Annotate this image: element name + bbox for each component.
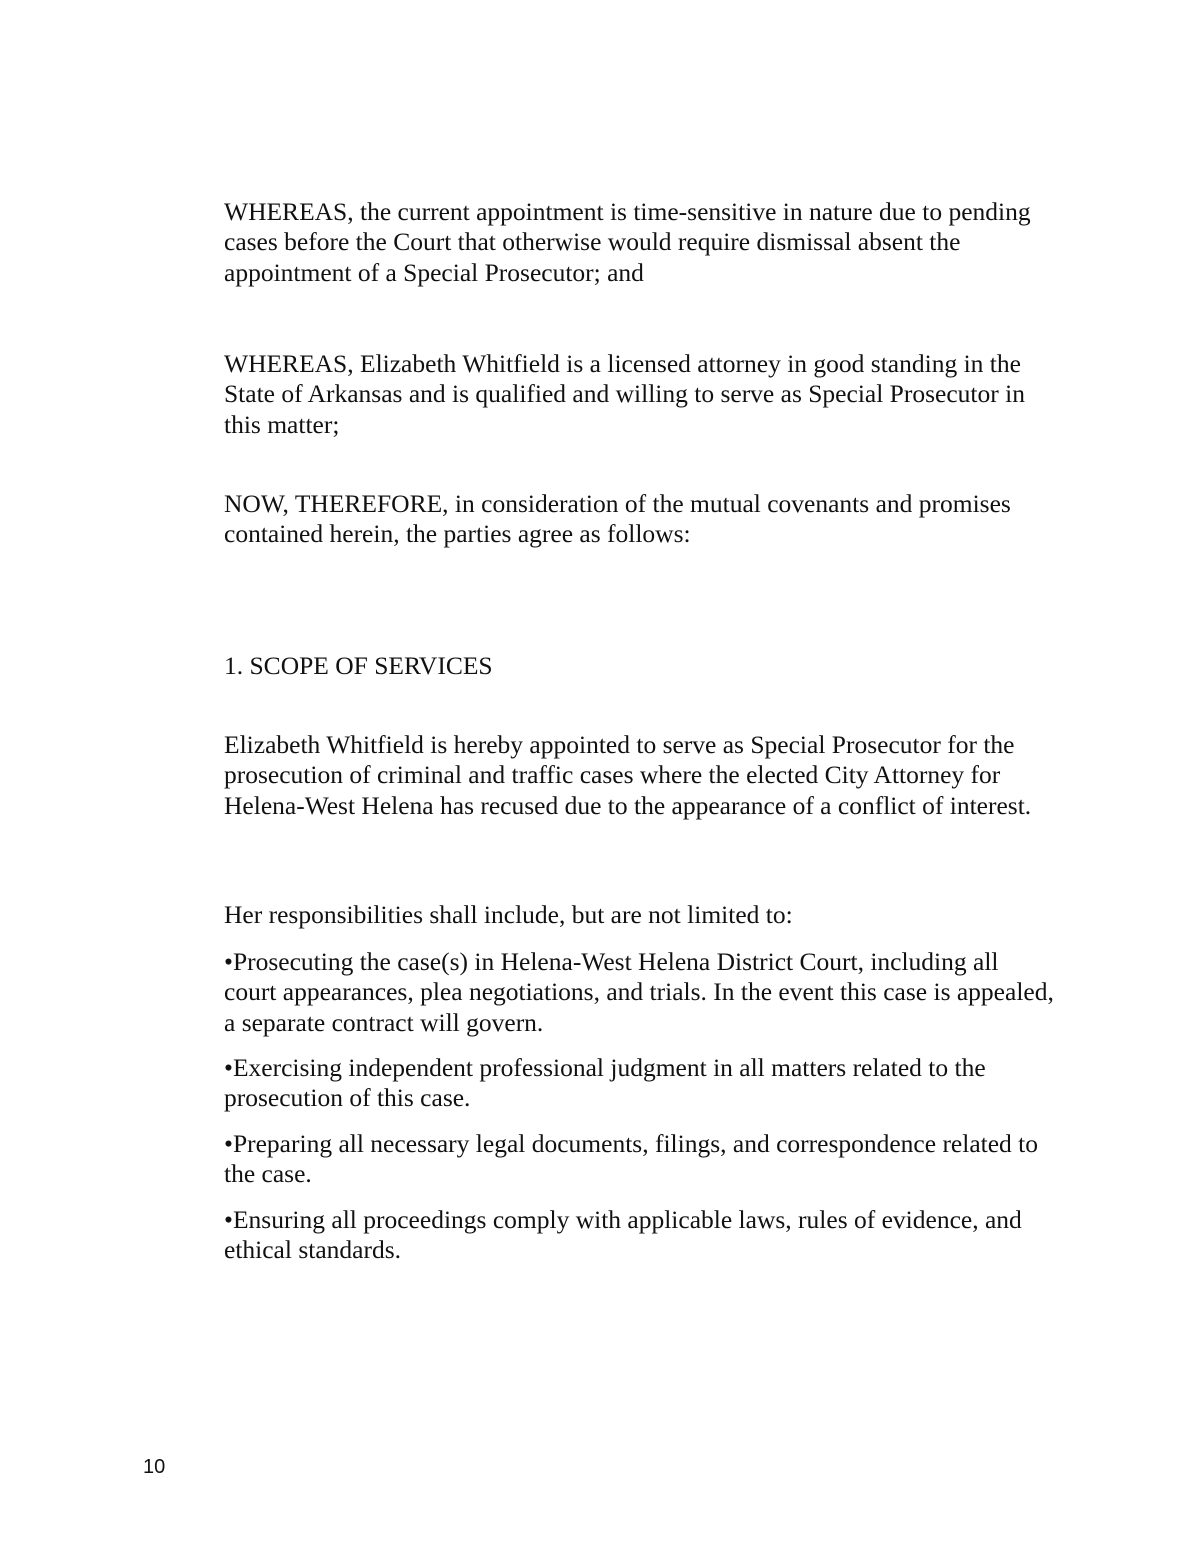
page-number: 10	[143, 1456, 166, 1478]
section-heading: 1. SCOPE OF SERVICES	[224, 651, 493, 680]
responsibility-item-text: Preparing all necessary legal documents, filings, and correspondence related to the case.	[224, 1129, 1039, 1189]
bullet-icon: •	[224, 1205, 233, 1234]
whereas-paragraph-1-text: WHEREAS, the current appointment is time-sensitive in nature due to pending cases before the Court that otherwise would require dismissal absent the appointment of a Special Prosecutor; and	[224, 197, 1031, 287]
now-therefore-paragraph	[224, 489, 1054, 550]
responsibility-item-text: Prosecuting the case(s) in Helena-West Helena District Court, including all court appearances, plea negotiations, and trials. In the event this case is appealed, a separate contract will govern.	[224, 947, 1054, 1037]
whereas-paragraph-2	[224, 349, 1054, 440]
appointment-paragraph-text: Elizabeth Whitfield is hereby appointed to serve as Special Prosecutor for the prosecution of criminal and traffic cases where the elected City Attorney for Helena-West Helena has recused due to the appearance of a conflict of interest.	[224, 730, 1032, 820]
bullet-icon: •	[224, 1053, 233, 1082]
whereas-paragraph-2-text: WHEREAS, Elizabeth Whitfield is a licensed attorney in good standing in the State of Arkansas and is qualified and willing to serve as Special Prosecutor in this matter;	[224, 349, 1025, 439]
appointment-paragraph	[224, 730, 1054, 821]
responsibilities-intro	[224, 900, 1054, 930]
responsibility-item	[224, 1053, 1054, 1114]
responsibility-item-text: Ensuring all proceedings comply with applicable laws, rules of evidence, and ethical standards.	[224, 1205, 1022, 1265]
responsibility-item-text: Exercising independent professional judgment in all matters related to the prosecution of this case.	[224, 1053, 986, 1113]
bullet-icon: •	[224, 947, 233, 976]
whereas-paragraph-1	[224, 197, 1054, 288]
now-therefore-paragraph-text: NOW, THEREFORE, in consideration of the mutual covenants and promises contained herein, the parties agree as follows:	[224, 489, 1011, 549]
bullet-icon: •	[224, 1129, 233, 1158]
responsibility-item	[224, 1129, 1054, 1190]
responsibility-item	[224, 1205, 1054, 1266]
responsibility-item	[224, 947, 1054, 1038]
responsibilities-intro-text: Her responsibilities shall include, but are not limited to:	[224, 900, 793, 929]
